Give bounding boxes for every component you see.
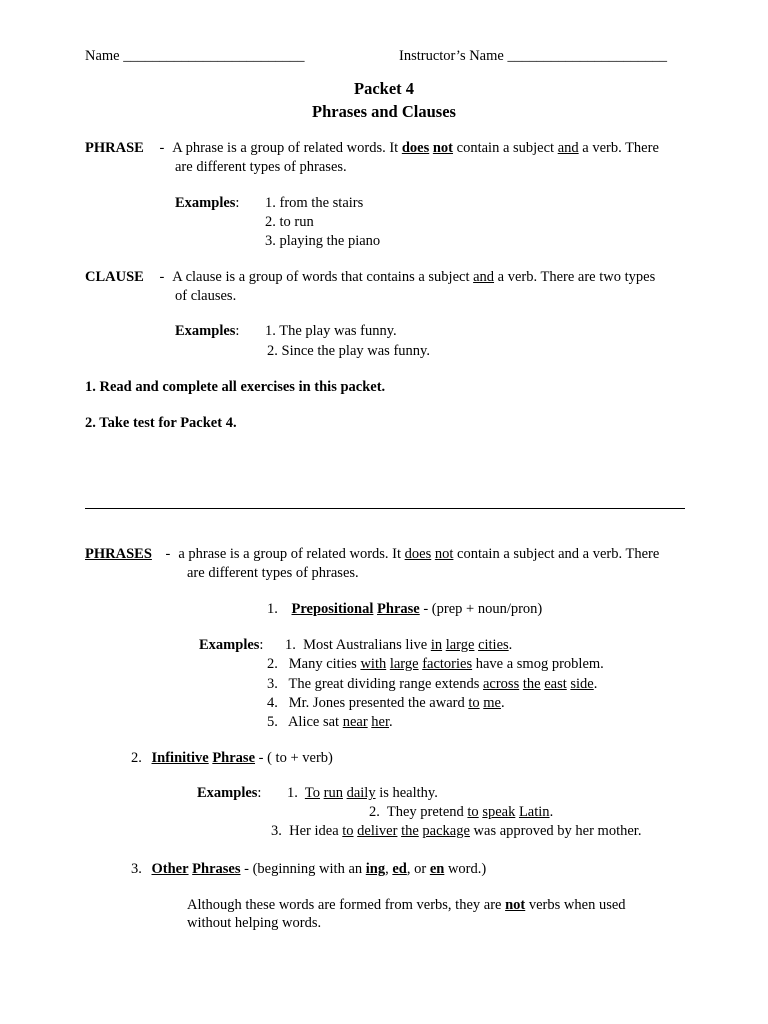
dash: -: [159, 269, 165, 285]
phrase-examples-label: Examples:: [175, 195, 240, 211]
does-word: does: [404, 546, 432, 562]
phrases-definition: PHRASES - a phrase is a group of related words. It does not contain a subject and a verb. There: [85, 546, 660, 562]
phrase-definition-line2: are different types of phrases.: [175, 159, 347, 175]
phrase-definition: PHRASE - A phrase is a group of related words. It does not contain a subject and a verb. There: [85, 140, 659, 156]
name-label: Name: [85, 48, 120, 64]
phrase-example: 2. to run: [265, 214, 314, 230]
instructor-line: [399, 47, 667, 66]
not-word: not: [505, 897, 526, 913]
prepositional-example: 1. Most Australians live in large cities.: [285, 637, 513, 653]
prepositional-example: 4. Mr. Jones presented the award to me.: [267, 695, 505, 711]
and-word: and: [557, 140, 579, 156]
other-phrases-heading: 3. Other Phrases - (beginning with an ing, ed, or en word.): [131, 861, 487, 877]
prepositional-heading: 1. Prepositional Phrase - (prep + noun/pron): [267, 601, 543, 617]
dash: -: [165, 546, 171, 562]
prepositional-example: 2. Many cities with large factories have a smog problem.: [267, 656, 604, 672]
phrase-example: 1. from the stairs: [265, 195, 364, 211]
and-word: and: [473, 269, 495, 285]
prepositional-example: 5. Alice sat near her.: [267, 714, 393, 730]
clause-example: 1. The play was funny.: [265, 323, 397, 339]
other-phrases-note: Although these words are formed from verbs, they are not verbs when used: [187, 897, 626, 913]
section-divider: [85, 508, 685, 509]
infinitive-example: 1. To run daily is healthy.: [287, 785, 438, 801]
clause-examples-label: Examples:: [175, 323, 240, 339]
packet-title: Packet 4: [353, 79, 415, 98]
phrase-example: 3. playing the piano: [265, 233, 381, 249]
dash: -: [159, 140, 165, 156]
infinitive-example: 2. They pretend to speak Latin.: [369, 804, 554, 820]
infinitive-example: 3. Her idea to deliver the package was approved by her mother.: [271, 823, 642, 839]
name-blank[interactable]: _________________________: [123, 48, 305, 64]
phrase-term: PHRASE: [85, 140, 144, 156]
prepositional-example: 3. The great dividing range extends across the east side.: [267, 676, 598, 692]
ed-suffix: ed: [392, 861, 407, 877]
instructor-label: Instructor’s Name: [399, 48, 504, 64]
clause-definition: CLAUSE - A clause is a group of words that contains a subject and a verb. There are two types: [85, 269, 656, 285]
instructor-blank[interactable]: ______________________: [507, 48, 667, 64]
clause-definition-line2: of clauses.: [175, 288, 237, 304]
not-word: not: [434, 546, 454, 562]
instruction-item: 2. Take test for Packet 4.: [85, 415, 237, 431]
not-word: not: [432, 140, 454, 156]
infinitive-examples-label: Examples:: [197, 785, 262, 801]
does-word: does: [401, 140, 430, 156]
packet-subtitle: Phrases and Clauses: [312, 102, 456, 121]
phrases-definition-line2: are different types of phrases.: [187, 565, 359, 581]
phrases-term: PHRASES: [85, 546, 152, 562]
other-phrases-note-line2: without helping words.: [187, 915, 322, 931]
prepositional-examples-label: Examples:: [199, 637, 264, 653]
infinitive-heading: 2. Infinitive Phrase - ( to + verb): [131, 750, 333, 766]
ing-suffix: ing: [365, 861, 386, 877]
clause-term: CLAUSE: [85, 269, 144, 285]
en-suffix: en: [429, 861, 445, 877]
instruction-item: 1. Read and complete all exercises in this packet.: [85, 379, 386, 395]
clause-example: 2. Since the play was funny.: [267, 343, 430, 359]
name-line: [85, 47, 305, 66]
